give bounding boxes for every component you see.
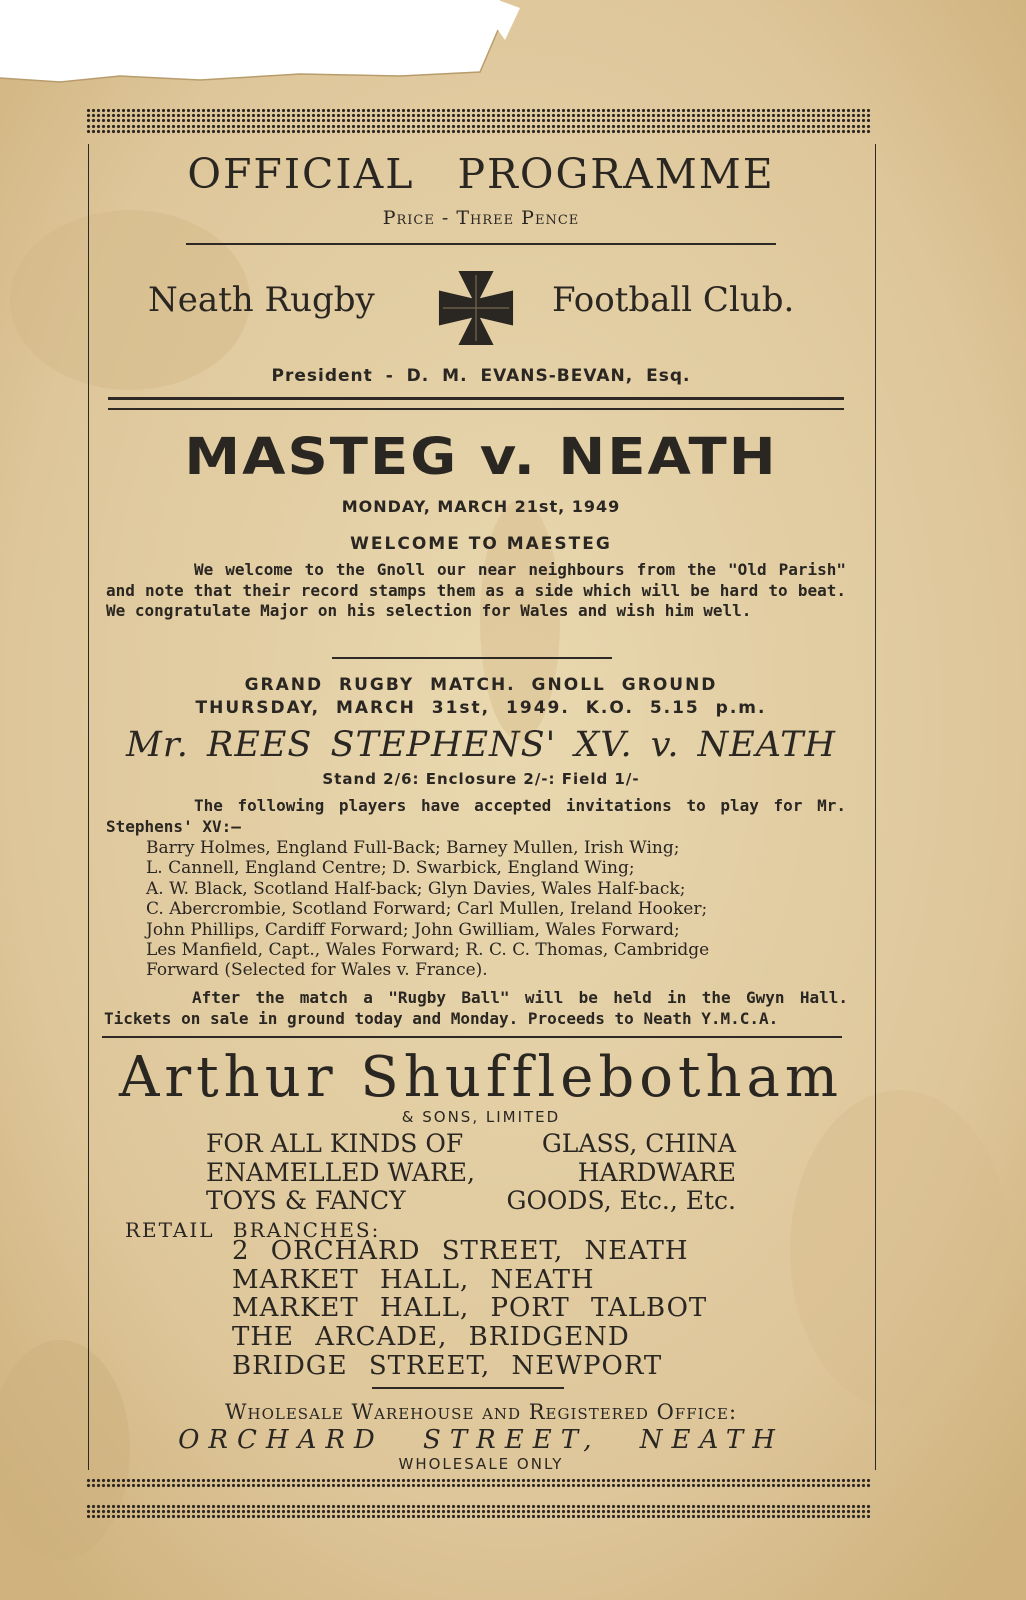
branch-address: MARKET HALL, NEATH (232, 1264, 595, 1295)
branch-address: BRIDGE STREET, NEWPORT (232, 1350, 663, 1381)
retail-branches-label: RETAIL BRANCHES: (125, 1218, 381, 1242)
club-name-right: Football Club. (552, 280, 795, 320)
top-dotted-border-inner (86, 124, 872, 134)
player-line: John Phillips, Cardiff Forward; John Gwilliam, Wales Forward; (146, 919, 680, 940)
club-name-left: Neath Rugby (148, 280, 375, 320)
maltese-cross-icon (437, 268, 515, 348)
rugby-ball-notice: After the match a "Rugby Ball" will be held in the Gwyn Hall. Tickets on sale in ground today and Monday. Proceeds to Neath Y.M.C.A. (104, 988, 848, 1028)
player-line: Les Manfield, Capt., Wales Forward; R. C. C. Thomas, Cambridge (146, 940, 710, 961)
programme-price: Price - Three Pence (382, 207, 580, 229)
ground-prices: Stand 2/6: Enclosure 2/-: Field 1/- (322, 770, 640, 788)
advert-goods-list (206, 1130, 736, 1216)
advert-company-subtitle: & SONS, LIMITED (401, 1108, 561, 1126)
top-dotted-border (86, 108, 872, 122)
grand-match-time: THURSDAY, MARCH 31st, 1949. K.O. 5.15 p.m. (195, 698, 767, 718)
match-date: MONDAY, MARCH 21st, 1949 (341, 497, 621, 516)
goods-line: ENAMELLED WARE, HARDWARE (206, 1157, 736, 1187)
branch-address: 2 ORCHARD STREET, NEATH (232, 1236, 689, 1266)
welcome-text: We welcome to the Gnoll our near neighbours from the "Old Parish" and note that their record stamps them as a side which will be hard to beat. We congratulate Major on his selection for Wales and wish him well. (106, 560, 846, 620)
players-intro: The following players have accepted invitations to play for Mr. Stephens' XV:— (106, 796, 846, 836)
wholesale-only-note: WHOLESALE ONLY (398, 1455, 564, 1473)
player-line: Barry Holmes, England Full-Back; Barney Mullen, Irish Wing; (146, 838, 680, 858)
welcome-divider (332, 657, 612, 659)
welcome-heading: WELCOME TO MAESTEG (350, 534, 612, 554)
branch-address: THE ARCADE, BRIDGEND (232, 1322, 630, 1353)
goods-line: FOR ALL KINDS OF GLASS, CHINA (206, 1129, 736, 1158)
president-rule-upper (108, 397, 844, 400)
advert-divider (102, 1036, 842, 1038)
president-rule-lower (108, 408, 844, 410)
player-line: C. Abercrombie, Scotland Forward; Carl Mullen, Ireland Hooker; (146, 899, 708, 920)
player-line: Forward (Selected for Wales v. France). (146, 960, 488, 981)
header-divider (186, 243, 776, 245)
player-line: A. W. Black, Scotland Half-back; Glyn Davies, Wales Half-back; (146, 878, 686, 899)
wholesale-address: ORCHARD STREET, NEATH (178, 1425, 784, 1455)
branch-address: MARKET HALL, PORT TALBOT (232, 1293, 708, 1324)
bottom-dotted-border-inner (86, 1478, 872, 1488)
players-list (146, 838, 801, 981)
grand-match-title: Mr. REES STEPHENS' XV. v. NEATH (126, 725, 836, 765)
retail-branches-list (232, 1237, 707, 1381)
bottom-dotted-border (86, 1504, 872, 1518)
wholesale-heading: Wholesale Warehouse and Registered Office: (224, 1400, 738, 1424)
grand-match-venue: GRAND RUGBY MATCH. GNOLL GROUND (244, 675, 718, 695)
wholesale-divider (372, 1387, 564, 1389)
advert-company-name: Arthur Shufflebotham (118, 1045, 844, 1110)
programme-title: OFFICIAL PROGRAMME (187, 150, 775, 198)
goods-line: TOYS & FANCY GOODS, Etc., Etc. (206, 1186, 736, 1215)
player-line: L. Cannell, England Centre; D. Swarbick, England Wing; (146, 858, 635, 879)
match-title: MASTEG v. NEATH (184, 428, 778, 487)
club-president: President - D. M. EVANS-BEVAN, Esq. (271, 366, 691, 386)
